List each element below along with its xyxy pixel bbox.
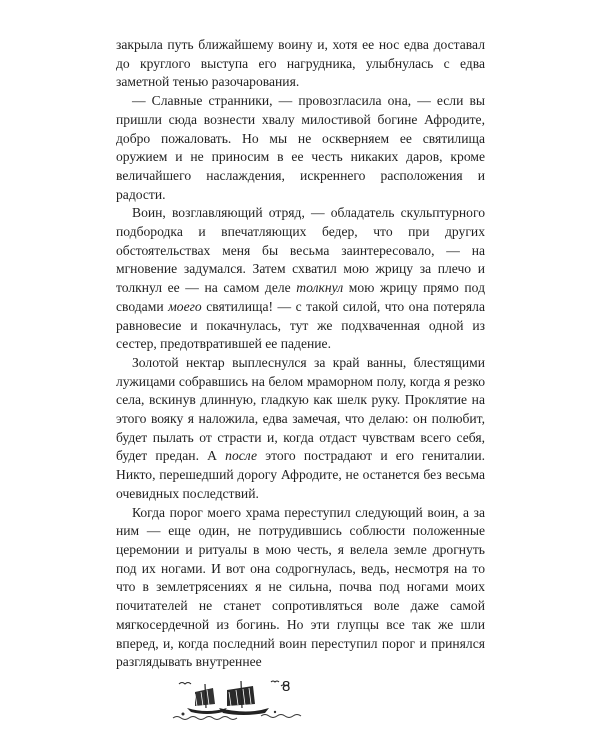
paragraph-3-text-a: Воин, возглавляющий отряд, — обладатель скульптурного подбородка и впечатляющих бедер, что при других обстоятельствах меня бы весьма заинтересовало, — на мгновение задумался. Затем схватил мою жрицу за плечо и толкнул ее — на самом деле xyxy=(116,205,485,296)
paragraph-4-text-a: Золотой нектар выплеснулся за край ванны, блестящими лужицами собравшись на белом мраморном полу, когда я резко села, вскинув длинную, гладкую как шелк руку. Проклятие на этого вояку я наложила, едва замечая, что делаю: он полюбит, будет пылать от страсти и, когда отдаст чувствам всего себя, будет предан. А xyxy=(116,354,485,464)
paragraph-5-text: Когда порог моего храма переступил следующий воин, а за ним — еще один, не потрудившись соблюсти положенные церемонии и ритуалы в мою честь, я велела земле дрогнуть под их ногами. И вот она содрогнулась, ведь, несмотря на то что в землетрясениях я не сильна, почва под ногами моих почитателей не станет сопротивляться воле даже самой мягкосердечной из богинь. Но эти глупцы все так же шли вперед, и, когда последний воин переступил порог и принялся разглядывать внутреннее xyxy=(116,504,485,670)
paragraph-5 xyxy=(116,504,485,672)
paragraph-4-text-b: этого пострадают и его гениталии. Никто, перешедший дорогу Афродите, не останется без весьма очевидных последствий. xyxy=(116,448,485,501)
paragraph-1-text: закрыла путь ближайшему воину и, хотя ее нос едва доставал до круглого выступа его нагрудника, улыбнулась с едва заметной тенью разочарования. xyxy=(116,37,485,90)
paragraph-2 xyxy=(116,92,485,204)
page-text-body xyxy=(116,36,485,672)
paragraph-2-text: — Славные странники, — провозгласила она, — если вы пришли сюда вознести хвалу милостивой богине Афродите, добро пожаловать. Но мы не оскверняем ее святилища оружием и не приносим в ее честь никаких даров, кроме величайшего наслаждения, искреннего расположения и радости. xyxy=(116,93,485,202)
paragraph-1 xyxy=(116,36,485,92)
emphasis-posle: после xyxy=(225,448,258,464)
paragraph-3-text-c: святилища! — с такой силой, что она потеряла равновесие и покачнулась, тут же подхваченная одной из сестер, предотвратившей ее падение. xyxy=(116,298,485,352)
page-number: 8 xyxy=(282,678,291,695)
emphasis-moego: моего xyxy=(168,298,202,314)
paragraph-3 xyxy=(116,204,485,354)
paragraph-4 xyxy=(116,354,485,504)
ship-ornament-icon xyxy=(165,678,325,724)
paragraph-3-text-b: мою жрицу прямо под сводами xyxy=(116,280,485,314)
emphasis-tolknul: толкнул xyxy=(296,280,344,296)
